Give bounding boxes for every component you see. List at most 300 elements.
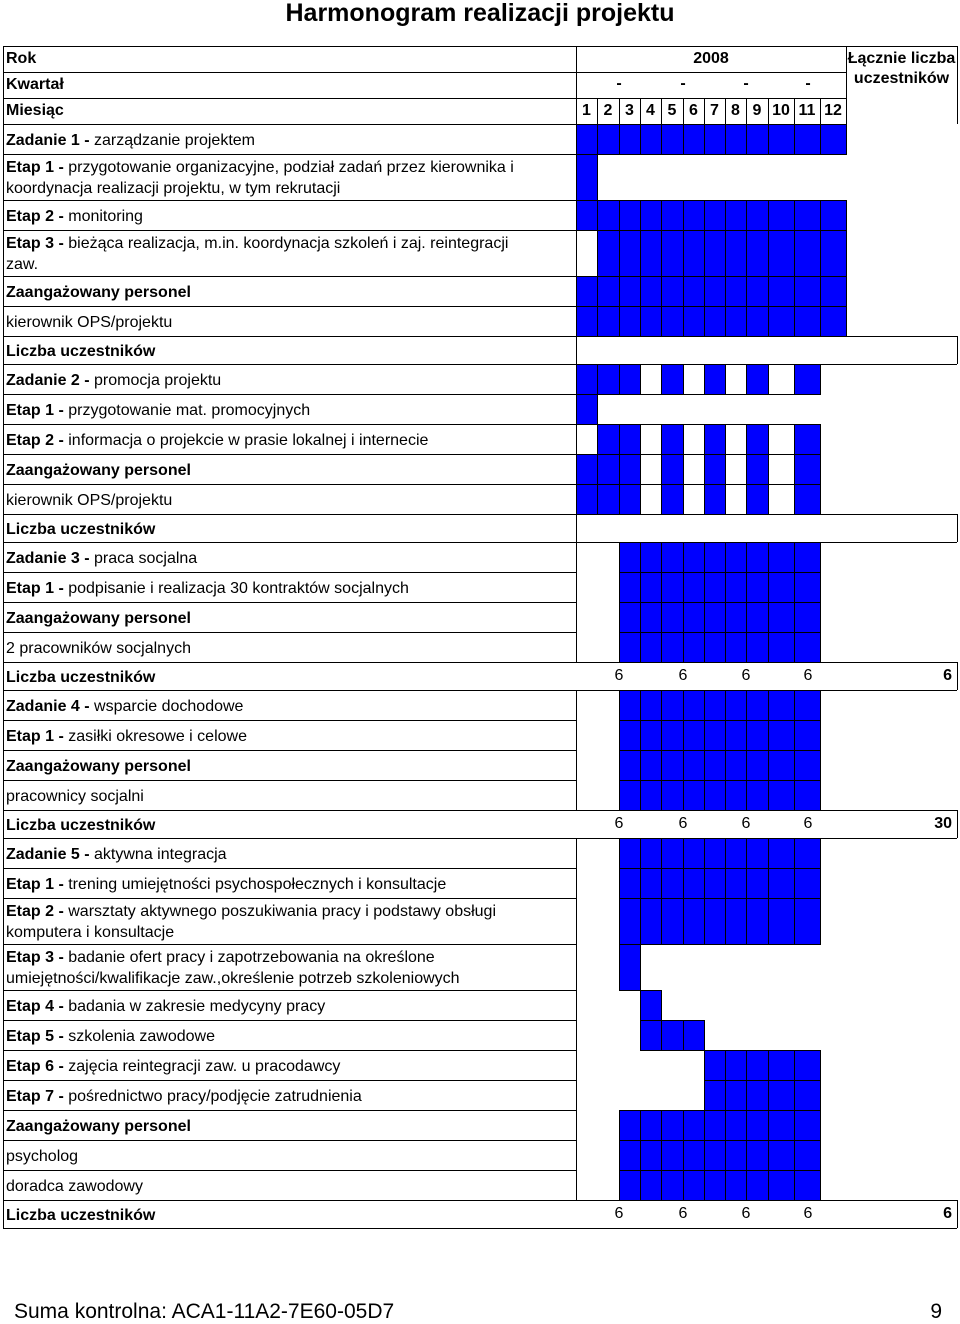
schedule-cell-filled <box>704 1050 726 1081</box>
grid-line <box>3 662 4 690</box>
grid-line <box>3 276 576 277</box>
schedule-cell-filled <box>768 838 795 869</box>
schedule-cell-filled <box>746 1140 769 1171</box>
schedule-cell-filled <box>619 868 641 899</box>
schedule-cell-filled <box>820 200 847 231</box>
year-label: 2008 <box>693 50 729 67</box>
row-label-miesiac: Miesiąc <box>6 102 64 119</box>
participant-total: 6 <box>943 667 952 684</box>
grid-line <box>576 868 577 898</box>
grid-line <box>576 1080 577 1110</box>
grid-line <box>3 572 4 602</box>
schedule-cell-filled <box>661 306 684 337</box>
schedule-cell-filled <box>619 838 641 869</box>
schedule-cell-filled <box>794 1050 821 1081</box>
grid-line <box>3 838 4 868</box>
grid-line <box>3 990 4 1020</box>
grid-line <box>3 868 576 869</box>
participant-count: 6 <box>614 815 624 832</box>
grid-line <box>3 230 4 276</box>
row-label: Zadanie 2 - promocja projektu <box>6 372 222 389</box>
schedule-cell-filled <box>725 572 747 603</box>
schedule-cell-filled <box>794 542 821 573</box>
month-label: 3 <box>625 102 634 119</box>
grid-line <box>576 200 577 230</box>
schedule-cell-filled <box>683 1170 705 1201</box>
grid-line <box>3 810 4 838</box>
grid-line <box>576 364 577 394</box>
schedule-cell-filled <box>704 454 726 485</box>
grid-line <box>3 306 4 336</box>
schedule-cell-filled <box>704 1080 726 1111</box>
participant-count: 6 <box>614 1205 624 1222</box>
schedule-cell-filled <box>683 868 705 899</box>
schedule-cell-filled <box>746 306 769 337</box>
schedule-cell-filled <box>576 200 598 231</box>
row-label: 2 pracowników socjalnych <box>6 640 191 657</box>
quarter-label: - <box>616 75 622 92</box>
schedule-cell-filled <box>794 868 821 899</box>
schedule-cell-filled <box>794 898 821 945</box>
schedule-cell-filled <box>597 124 620 155</box>
schedule-cell-empty <box>725 364 747 395</box>
schedule-cell-filled <box>794 124 821 155</box>
grid-line <box>3 690 4 720</box>
schedule-cell-filled <box>640 200 662 231</box>
grid-line <box>3 780 576 781</box>
schedule-cell-filled <box>661 632 684 663</box>
schedule-cell-filled <box>794 364 821 395</box>
schedule-cell-filled <box>746 364 769 395</box>
schedule-cell-filled <box>640 750 662 781</box>
schedule-cell-filled <box>820 124 847 155</box>
grid-line <box>576 154 577 200</box>
row-label: Etap 4 - badania w zakresie medycyny pracy <box>6 998 326 1015</box>
schedule-cell-filled <box>619 1140 641 1171</box>
grid-line <box>3 868 4 898</box>
schedule-cell-filled <box>661 276 684 307</box>
schedule-cell-filled <box>661 868 684 899</box>
grid-line <box>820 98 821 124</box>
schedule-cell-filled <box>794 838 821 869</box>
quarter-label: - <box>805 75 811 92</box>
schedule-cell-filled <box>704 632 726 663</box>
grid-line <box>3 602 4 632</box>
schedule-cell-filled <box>661 124 684 155</box>
schedule-cell-empty <box>725 454 747 485</box>
schedule-cell-filled <box>746 868 769 899</box>
grid-line <box>576 1110 577 1140</box>
grid-line <box>576 750 577 780</box>
schedule-cell-filled <box>661 838 684 869</box>
schedule-cell-filled <box>768 720 795 751</box>
schedule-cell-filled <box>746 720 769 751</box>
grid-line <box>576 230 577 276</box>
schedule-cell-filled <box>794 690 821 721</box>
schedule-cell-filled <box>725 868 747 899</box>
schedule-cell-filled <box>661 200 684 231</box>
grid-line <box>3 1020 576 1021</box>
grid-line <box>3 750 4 780</box>
schedule-cell-filled <box>746 632 769 663</box>
schedule-cell-filled <box>619 230 641 277</box>
schedule-cell-filled <box>704 364 726 395</box>
schedule-cell-filled <box>683 690 705 721</box>
grid-line <box>3 750 576 751</box>
month-label: 4 <box>646 102 655 119</box>
schedule-cell-filled <box>746 276 769 307</box>
grid-line <box>576 1140 577 1170</box>
grid-line <box>704 98 705 124</box>
schedule-cell-filled <box>661 230 684 277</box>
grid-line <box>576 514 957 515</box>
schedule-cell-filled <box>597 484 620 515</box>
grid-line <box>3 662 957 663</box>
schedule-cell-filled <box>768 1170 795 1201</box>
grid-line <box>3 336 4 364</box>
schedule-cell-filled <box>661 1110 684 1141</box>
schedule-cell-filled <box>619 276 641 307</box>
schedule-cell-filled <box>768 1110 795 1141</box>
grid-line <box>3 124 4 154</box>
row-label: Zaangażowany personel <box>6 284 191 301</box>
schedule-cell-empty <box>640 484 662 515</box>
schedule-cell-filled <box>704 124 726 155</box>
grid-line <box>3 98 846 99</box>
schedule-cell-filled <box>768 750 795 781</box>
schedule-cell-filled <box>683 898 705 945</box>
participant-count: 6 <box>803 815 813 832</box>
participant-count: 6 <box>741 815 751 832</box>
schedule-cell-filled <box>725 306 747 337</box>
schedule-cell-filled <box>661 898 684 945</box>
schedule-cell-filled <box>661 454 684 485</box>
schedule-cell-filled <box>640 542 662 573</box>
schedule-cell-filled <box>768 602 795 633</box>
schedule-cell-filled <box>725 1080 747 1111</box>
schedule-cell-filled <box>619 1110 641 1141</box>
schedule-cell-filled <box>794 484 821 515</box>
row-label: Liczba uczestników <box>6 669 156 686</box>
schedule-cell-empty <box>683 424 705 455</box>
grid-line <box>3 1200 4 1228</box>
schedule-cell-filled <box>794 200 821 231</box>
row-label: Etap 1 - trening umiejętności psychospołecznych i konsultacje <box>6 876 447 893</box>
participant-count: 6 <box>678 815 688 832</box>
grid-line <box>3 454 4 484</box>
schedule-cell-filled <box>619 750 641 781</box>
grid-line <box>3 454 576 455</box>
grid-line <box>3 572 576 573</box>
participant-count: 6 <box>741 667 751 684</box>
schedule-cell-filled <box>794 276 821 307</box>
schedule-cell-filled <box>640 230 662 277</box>
schedule-cell-filled <box>794 1170 821 1201</box>
schedule-cell-filled <box>640 1170 662 1201</box>
schedule-cell-filled <box>619 632 641 663</box>
schedule-cell-filled <box>683 572 705 603</box>
schedule-cell-filled <box>768 230 795 277</box>
schedule-cell-filled <box>725 780 747 811</box>
row-label: Etap 7 - pośrednictwo pracy/podjęcie zatrudnienia <box>6 1088 362 1105</box>
schedule-cell-filled <box>704 720 726 751</box>
grid-line <box>576 838 577 868</box>
grid-line <box>640 98 641 124</box>
schedule-cell-filled <box>704 200 726 231</box>
quarter-label: - <box>743 75 749 92</box>
grid-line <box>3 838 576 839</box>
grid-line <box>3 306 576 307</box>
grid-line <box>3 944 576 945</box>
row-label: kierownik OPS/projektu <box>6 492 173 509</box>
month-label: 9 <box>752 102 762 119</box>
schedule-cell-empty <box>683 454 705 485</box>
schedule-cell-filled <box>640 602 662 633</box>
schedule-cell-filled <box>704 572 726 603</box>
schedule-cell-filled <box>820 230 847 277</box>
schedule-cell-filled <box>746 780 769 811</box>
schedule-cell-empty <box>768 484 795 515</box>
schedule-cell-filled <box>794 306 821 337</box>
schedule-cell-filled <box>640 1110 662 1141</box>
schedule-cell-filled <box>619 720 641 751</box>
schedule-cell-filled <box>619 484 641 515</box>
month-label: 8 <box>731 102 740 119</box>
schedule-cell-filled <box>619 780 641 811</box>
schedule-cell-filled <box>768 1050 795 1081</box>
participant-count: 6 <box>803 1205 813 1222</box>
schedule-cell-filled <box>746 572 769 603</box>
schedule-cell-empty <box>640 364 662 395</box>
schedule-cell-filled <box>768 780 795 811</box>
schedule-cell-filled <box>725 632 747 663</box>
grid-line <box>3 154 576 155</box>
schedule-cell-filled <box>725 200 747 231</box>
grid-line <box>768 98 769 124</box>
schedule-cell-filled <box>704 306 726 337</box>
schedule-cell-filled <box>597 230 620 277</box>
month-label: 1 <box>582 102 591 119</box>
schedule-cell-filled <box>640 720 662 751</box>
schedule-cell-filled <box>576 484 598 515</box>
grid-line <box>957 662 958 690</box>
schedule-cell-filled <box>768 276 795 307</box>
schedule-cell-filled <box>597 276 620 307</box>
schedule-cell-filled <box>661 602 684 633</box>
schedule-cell-filled <box>704 230 726 277</box>
schedule-cell-filled <box>704 750 726 781</box>
schedule-cell-filled <box>661 1140 684 1171</box>
schedule-cell-filled <box>619 944 641 991</box>
grid-line <box>576 336 577 364</box>
schedule-cell-filled <box>640 690 662 721</box>
schedule-cell-filled <box>820 306 847 337</box>
schedule-cell-filled <box>661 1170 684 1201</box>
row-label: Liczba uczestników <box>6 343 156 360</box>
grid-line <box>3 602 576 603</box>
schedule-cell-filled <box>619 124 641 155</box>
grid-line <box>576 1050 577 1080</box>
grid-line <box>3 632 576 633</box>
grid-line <box>957 46 958 124</box>
total-participants-header: Łącznie liczba uczestników <box>847 50 956 87</box>
row-label: Etap 1 - podpisanie i realizacja 30 kontraktów socjalnych <box>6 580 409 597</box>
schedule-cell-filled <box>683 276 705 307</box>
schedule-cell-filled <box>746 1110 769 1141</box>
schedule-cell-filled <box>768 690 795 721</box>
schedule-cell-filled <box>794 720 821 751</box>
schedule-cell-filled <box>746 1170 769 1201</box>
schedule-cell-filled <box>640 632 662 663</box>
row-label: doradca zawodowy <box>6 1178 143 1195</box>
grid-line <box>3 780 4 810</box>
row-label: Etap 1 - przygotowanie mat. promocyjnych <box>6 402 311 419</box>
schedule-cell-empty <box>640 424 662 455</box>
schedule-cell-empty <box>725 424 747 455</box>
schedule-cell-filled <box>640 1140 662 1171</box>
grid-line <box>3 1228 957 1229</box>
schedule-cell-filled <box>597 364 620 395</box>
schedule-cell-filled <box>746 838 769 869</box>
row-label: Zadanie 4 - wsparcie dochodowe <box>6 698 244 715</box>
row-label-rok: Rok <box>6 50 37 67</box>
schedule-cell-filled <box>619 1170 641 1201</box>
schedule-cell-filled <box>661 572 684 603</box>
row-label: Zaangażowany personel <box>6 610 191 627</box>
grid-line <box>576 572 577 602</box>
grid-line <box>661 98 662 124</box>
schedule-cell-filled <box>768 868 795 899</box>
schedule-cell-filled <box>619 542 641 573</box>
schedule-cell-filled <box>683 230 705 277</box>
grid-line <box>3 1170 576 1171</box>
grid-line <box>576 394 577 424</box>
schedule-cell-filled <box>725 602 747 633</box>
month-label: 6 <box>689 102 698 119</box>
schedule-cell-filled <box>683 780 705 811</box>
schedule-cell-filled <box>683 542 705 573</box>
schedule-cell-filled <box>683 750 705 781</box>
grid-line <box>3 514 4 542</box>
row-label: pracownicy socjalni <box>6 788 144 805</box>
schedule-cell-filled <box>794 230 821 277</box>
row-label-kwartal: Kwartał <box>6 76 64 93</box>
schedule-cell-empty <box>640 454 662 485</box>
grid-line <box>3 230 576 231</box>
grid-line <box>3 46 4 124</box>
participant-total: 6 <box>943 1205 952 1222</box>
grid-line <box>576 690 577 720</box>
schedule-cell-filled <box>661 750 684 781</box>
schedule-cell-filled <box>619 690 641 721</box>
grid-line <box>3 1020 4 1050</box>
schedule-cell-filled <box>768 1140 795 1171</box>
schedule-cell-filled <box>725 1140 747 1171</box>
grid-line <box>576 306 577 336</box>
grid-line <box>3 72 846 73</box>
grid-line <box>3 1080 576 1081</box>
grid-line <box>3 542 576 543</box>
schedule-cell-filled <box>683 306 705 337</box>
schedule-cell-filled <box>704 1140 726 1171</box>
row-label: Liczba uczestników <box>6 1207 156 1224</box>
grid-line <box>3 1140 4 1170</box>
schedule-cell-filled <box>704 898 726 945</box>
schedule-cell-filled <box>794 602 821 633</box>
schedule-cell-filled <box>746 898 769 945</box>
schedule-cell-filled <box>704 424 726 455</box>
quarter-label: - <box>680 75 686 92</box>
grid-line <box>3 124 576 125</box>
grid-line <box>3 720 4 750</box>
grid-line <box>3 990 576 991</box>
schedule-cell-empty <box>768 364 795 395</box>
participant-count: 6 <box>678 667 688 684</box>
row-label: Zaangażowany personel <box>6 462 191 479</box>
grid-line <box>3 720 576 721</box>
row-label: Etap 5 - szkolenia zawodowe <box>6 1028 215 1045</box>
grid-line <box>957 1200 958 1228</box>
row-label: Zadanie 1 - zarządzanie projektem <box>6 132 255 149</box>
participant-total: 30 <box>934 815 952 832</box>
grid-line <box>576 484 577 514</box>
grid-line <box>576 336 957 337</box>
schedule-cell-filled <box>661 542 684 573</box>
schedule-cell-filled <box>619 424 641 455</box>
schedule-cell-filled <box>725 838 747 869</box>
schedule-cell-filled <box>725 1170 747 1201</box>
schedule-cell-empty <box>768 454 795 485</box>
grid-line <box>576 276 577 306</box>
schedule-cell-filled <box>746 200 769 231</box>
grid-line <box>3 1170 4 1200</box>
grid-line <box>846 46 957 47</box>
grid-line <box>3 484 4 514</box>
row-label: Etap 1 - przygotowanie organizacyjne, podział zadań przez kierownika i koordynacja realizacji projektu, w tym rekrutacji <box>6 159 514 197</box>
grid-line <box>576 124 577 154</box>
checksum-text: Suma kontrolna: ACA1-11A2-7E60-05D7 <box>14 1300 395 1323</box>
grid-line <box>3 394 576 395</box>
schedule-cell-filled <box>704 780 726 811</box>
schedule-cell-filled <box>725 124 747 155</box>
schedule-cell-filled <box>661 424 684 455</box>
grid-line <box>576 454 577 484</box>
schedule-cell-filled <box>576 154 598 201</box>
row-label: Etap 2 - monitoring <box>6 208 143 225</box>
grid-line <box>576 1170 577 1200</box>
grid-line <box>576 424 577 454</box>
schedule-cell-filled <box>794 1110 821 1141</box>
schedule-cell-filled <box>704 1170 726 1201</box>
schedule-cell-filled <box>640 1020 662 1051</box>
grid-line <box>3 1140 576 1141</box>
row-label: Etap 3 - bieżąca realizacja, m.in. koordynacja szkoleń i zaj. reintegracji zaw. <box>6 235 509 273</box>
grid-line <box>3 200 4 230</box>
grid-line <box>725 98 726 124</box>
schedule-cell-filled <box>794 632 821 663</box>
schedule-cell-filled <box>704 838 726 869</box>
schedule-cell-filled <box>725 230 747 277</box>
schedule-cell-filled <box>683 720 705 751</box>
row-label: kierownik OPS/projektu <box>6 314 173 331</box>
participant-count: 6 <box>678 1205 688 1222</box>
participant-count: 6 <box>803 667 813 684</box>
schedule-cell-filled <box>619 454 641 485</box>
schedule-cell-empty <box>725 484 747 515</box>
schedule-cell-filled <box>619 898 641 945</box>
schedule-cell-filled <box>768 1080 795 1111</box>
schedule-cell-filled <box>683 1110 705 1141</box>
